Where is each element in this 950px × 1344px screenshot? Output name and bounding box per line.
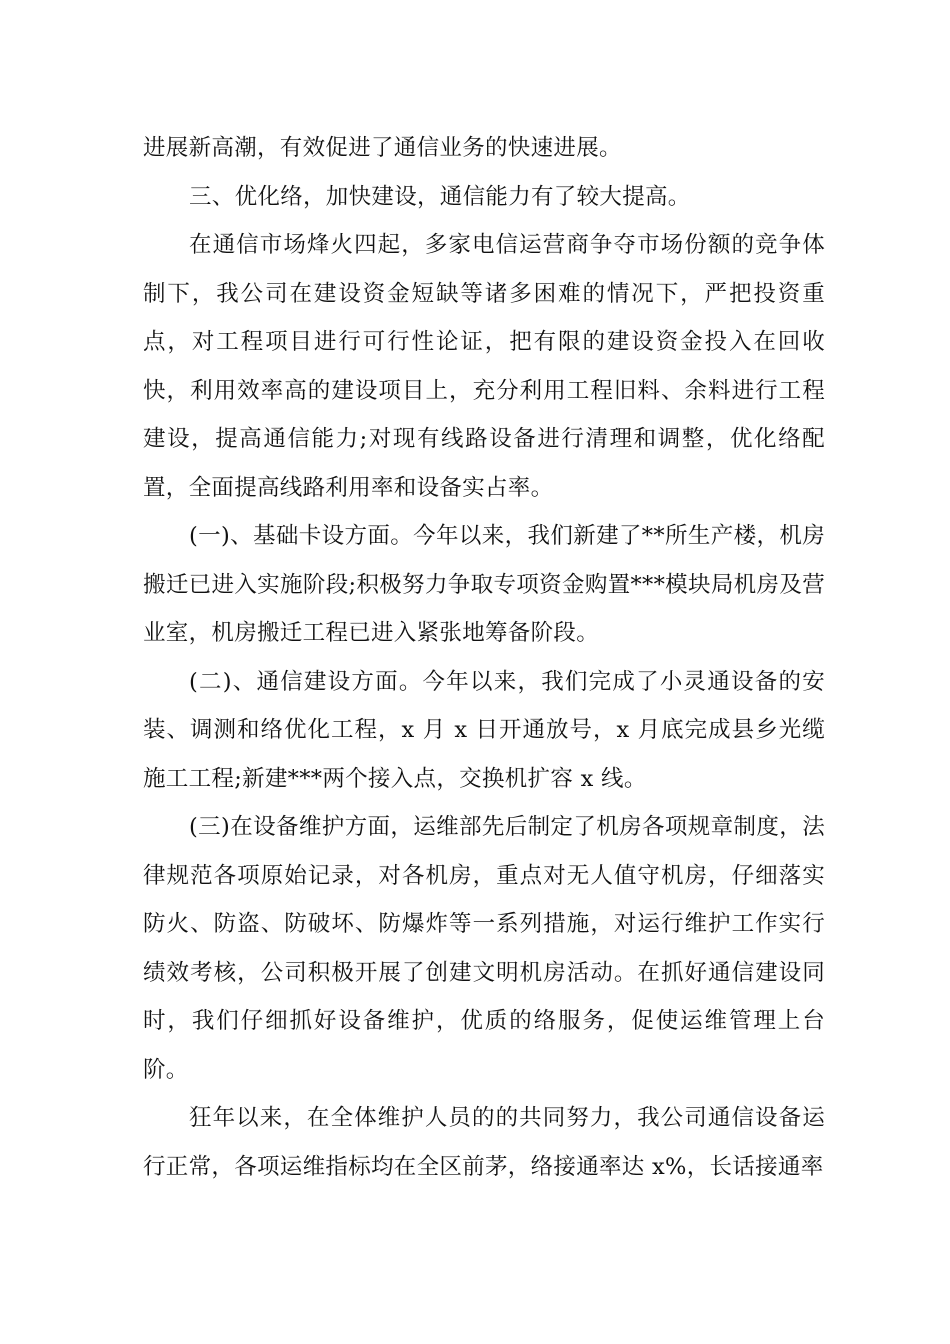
paragraph: (三)在设备维护方面，运维部先后制定了机房各项规章制度，法律规范各项原始记录，对各机房，重点对无人值守机房，仔细落实防火、防盗、防破坏、防爆炸等一系列措施，对运行维护工作实行绩效考核，公司积极开展了创建文明机房活动。在抓好通信建设同时，我们仔细抓好设备维护，优质的络服务，促使运维管理上台阶。 (143, 814, 825, 1083)
document-body (143, 124, 825, 1191)
paragraph: 进展新高潮，有效促进了通信业务的快速进展。 (143, 135, 622, 161)
section-heading: 三、优化络，加快建设，通信能力有了较大提高。 (189, 183, 691, 210)
paragraph: (一)、基础卡设方面。今年以来，我们新建了**所生产楼，机房搬迁已进入实施阶段;积极努力争取专项资金购置***模块局机房及营业室，机房搬迁工程已进入紧张地筹备阶段。 (143, 523, 825, 646)
paragraph: (二)、通信建设方面。今年以来，我们完成了小灵通设备的安装、调测和络优化工程，x 月 x 日开通放号，x 月底完成县乡光缆施工工程;新建***两个接入点，交换机扩容 x 线。 (143, 668, 825, 792)
paragraph: 狂年以来，在全体维护人员的的共同努力，我公司通信设备运行正常，各项运维指标均在全区前茅，络接通率达 x%，长话接通率 (143, 1105, 825, 1180)
paragraph: 在通信市场烽火四起，多家电信运营商争夺市场份额的竞争体制下，我公司在建设资金短缺等诸多困难的情况下，严把投资重点，对工程项目进行可行性论证，把有限的建设资金投入在回收快，利用效率高的建设项目上，充分利用工程旧料、余料进行工程建设，提高通信能力;对现有线路设备进行清理和调整，优化络配置，全面提高线路利用率和设备实占率。 (143, 232, 825, 501)
